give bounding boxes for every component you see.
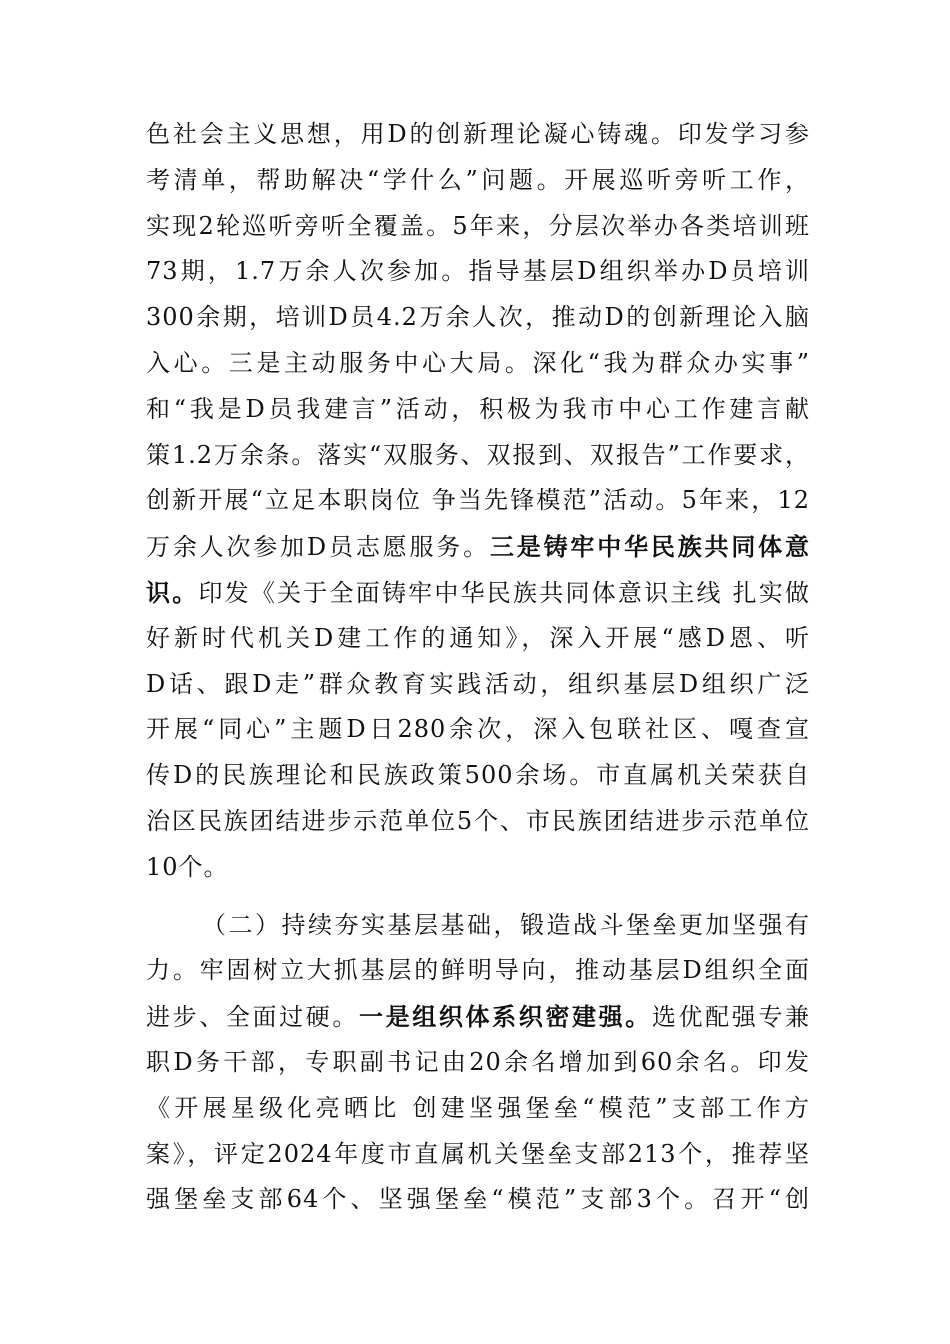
text-run: 色社会主义思想，用D的创新理论凝心铸魂。印发学习参	[146, 120, 810, 148]
text-run: 好新时代机关D建工作的通知》，深入开展“感D恩、听	[146, 623, 810, 652]
text-line	[146, 948, 810, 994]
text-run: 考清单，帮助解决“学什么”问题。开展巡听旁听工作，	[146, 165, 810, 194]
text-line	[146, 662, 810, 708]
text-run: 案》，评定2024年度市直属机关堡垒支部213个，推荐坚	[146, 1139, 810, 1168]
text-line	[146, 903, 810, 949]
document-body	[146, 112, 810, 1223]
text-run: 进步、全面过硬。	[146, 1003, 359, 1032]
text-run: D话、跟D走”群众教育实践活动，组织基层D组织广泛	[146, 669, 810, 698]
text-line	[146, 1177, 810, 1223]
text-line	[146, 1132, 810, 1178]
text-run: 《开展星级化亮晒比 创建坚强堡垒“模范”支部工作方	[146, 1093, 810, 1122]
text-line	[146, 524, 810, 570]
text-line	[146, 799, 810, 845]
text-line	[146, 478, 810, 524]
text-run: （二）持续夯实基层基础，锻造战斗堡垒更加坚强有	[202, 910, 810, 939]
text-run: 治区民族团结进步示范单位5个、市民族团结进步示范单位	[146, 806, 810, 835]
text-line	[146, 994, 810, 1040]
text-run: 传D的民族理论和民族政策500余场。市直属机关荣获自	[146, 761, 810, 790]
text-line	[146, 707, 810, 753]
text-run: 力。牢固树立大抓基层的鲜明导向，推动基层D组织全面	[146, 956, 810, 985]
paragraph-2	[146, 903, 810, 1224]
text-line	[146, 112, 810, 158]
text-run: 创新开展“立足本职岗位 争当先锋模范”活动。5年来，12	[146, 486, 810, 515]
text-run: 入心。三是主动服务中心大局。深化“我为群众办实事”	[146, 348, 810, 377]
text-run: 万余人次参加D员志愿服务。	[146, 533, 490, 562]
text-line	[146, 341, 810, 387]
text-run: 10个。	[146, 852, 229, 881]
text-run: 开展“同心”主题D日280余次，深入包联社区、嘎查宣	[146, 715, 810, 744]
text-line	[146, 387, 810, 433]
text-line	[146, 753, 810, 799]
text-line	[146, 204, 810, 250]
text-run: 职D务干部，专职副书记由20余名增加到60余名。印发	[146, 1047, 810, 1076]
bold-text-run: 一是组织体系织密建强。	[359, 1002, 652, 1032]
text-run: 和“我是D员我建言”活动，积极为我市中心工作建言献	[146, 394, 810, 423]
text-line	[146, 1086, 810, 1132]
text-line	[146, 295, 810, 341]
text-line	[146, 845, 810, 891]
bold-text-run: 识。	[146, 577, 199, 607]
text-run: 策1.2万余条。落实“双服务、双报到、双报告”工作要求，	[146, 440, 810, 469]
bold-text-run: 三是铸牢中华民族共同体意	[489, 532, 811, 562]
text-line	[146, 433, 810, 479]
text-line	[146, 1040, 810, 1086]
text-run: 实现2轮巡听旁听全覆盖。5年来，分层次举办各类培训班	[146, 211, 810, 240]
text-run: 73期，1.7万余人次参加。指导基层D组织举办D员培训	[146, 257, 810, 286]
paragraph-1	[146, 112, 810, 891]
text-line	[146, 616, 810, 662]
text-run: 印发《关于全面铸牢中华民族共同体意识主线 扎实做	[198, 578, 810, 607]
text-run: 选优配强专兼	[651, 1003, 810, 1032]
text-line	[146, 158, 810, 204]
paragraph-gap	[146, 891, 810, 903]
text-run: 强堡垒支部64个、坚强堡垒“模范”支部3个。召开“创	[146, 1185, 810, 1214]
text-run: 300余期，培训D员4.2万余人次，推动D的创新理论入脑	[146, 303, 810, 332]
text-line	[146, 249, 810, 295]
text-line	[146, 570, 810, 616]
